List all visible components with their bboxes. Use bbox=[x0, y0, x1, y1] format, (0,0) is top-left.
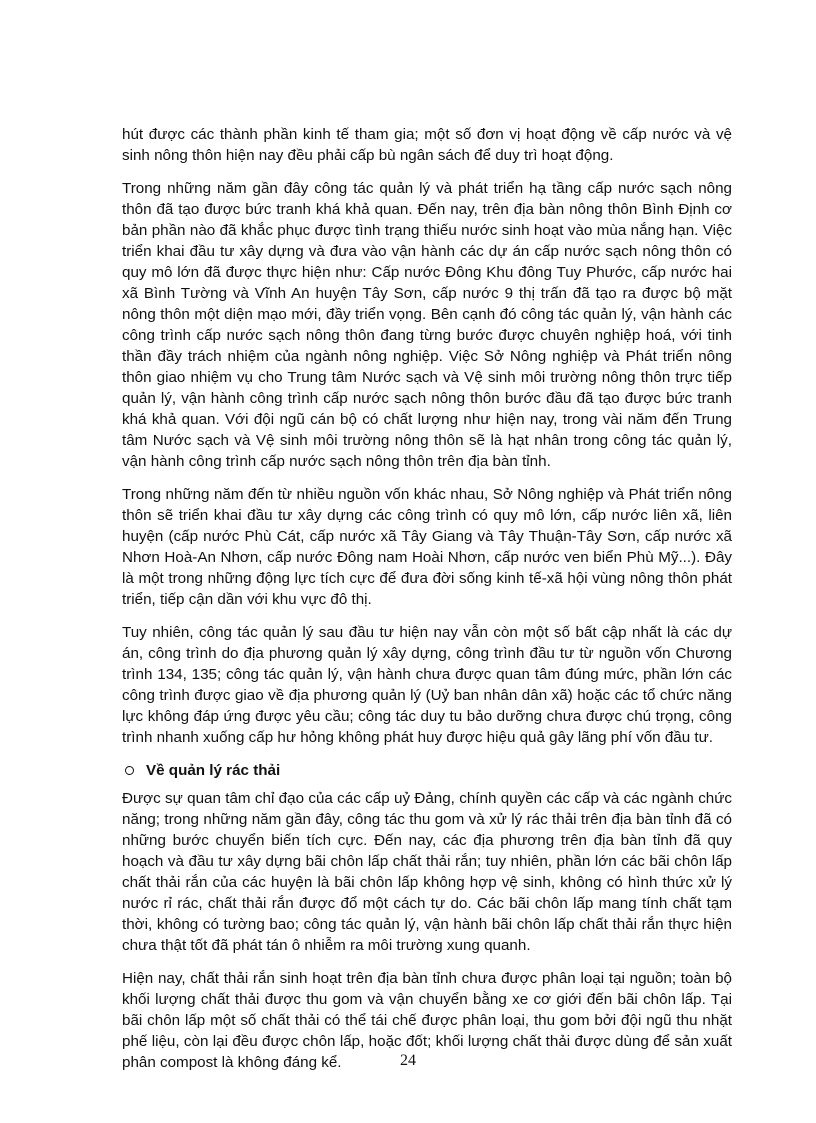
paragraph: Được sự quan tâm chỉ đạo của các cấp uỷ Đảng, chính quyền các cấp và các ngành chức năng; trong những năm gần đây, công tác thu gom và xử lý rác thải trên địa bàn tỉnh đã có những bước chuyển biến tích cực. Đến nay, các địa phương trên địa bàn tỉnh đã quy hoạch và đầu tư xây dựng bãi chôn lấp chất thải rắn; tuy nhiên, phần lớn các bãi chôn lấp chất thải rắn của các huyện là bãi chôn lấp không hợp vệ sinh, không có hình thức xử lý nước rỉ rác, chất thải rắn được đổ một cách tự do. Các bãi chôn lấp mang tính chất tạm thời, không có tường bao; công tác quản lý, vận hành bãi chôn lấp chất thải rắn thực hiện chưa thật tốt đã phát tán ô nhiễm ra môi trường xung quanh. bbox=[122, 790, 732, 954]
page-body bbox=[122, 124, 732, 1085]
paragraph: hút được các thành phần kinh tế tham gia; một số đơn vị hoạt động về cấp nước và vệ sinh nông thôn hiện nay đều phải cấp bù ngân sách để duy trì hoạt động. bbox=[122, 126, 732, 164]
section-heading-text: Về quản lý rác thải bbox=[146, 762, 281, 779]
paragraph: Trong những năm đến từ nhiều nguồn vốn khác nhau, Sở Nông nghiệp và Phát triển nông thôn sẽ triển khai đầu tư xây dựng các công trình có quy mô lớn, cấp nước liên xã, liên huyện (cấp nước Phù Cát, cấp nước xã Tây Giang và Tây Thuận-Tây Sơn, cấp nước xã Nhơn Hoà-An Nhơn, cấp nước Đông nam Hoài Nhơn, cấp nước ven biển Phù Mỹ...). Đây là một trong những động lực tích cực để đưa đời sống kinh tế-xã hội vùng nông thôn phát triển, tiếp cận dần với khu vực đô thị. bbox=[122, 486, 732, 608]
paragraph: Tuy nhiên, công tác quản lý sau đầu tư hiện nay vẫn còn một số bất cập nhất là các dự án, công trình do địa phương quản lý xây dựng, công trình đầu tư từ nguồn vốn Chương trình 134, 135; công tác quản lý, vận hành chưa được quan tâm đúng mức, phần lớn các công trình được giao về địa phương quản lý (Uỷ ban nhân dân xã) hoặc các tổ chức năng lực không đáp ứng được yêu cầu; công tác duy tu bảo dưỡng chưa được chú trọng, công trình nhanh xuống cấp hư hỏng không phát huy được hiệu quả gây lãng phí vốn đầu tư. bbox=[122, 624, 732, 746]
circle-bullet-icon bbox=[125, 766, 134, 775]
paragraph: Hiện nay, chất thải rắn sinh hoạt trên địa bàn tỉnh chưa được phân loại tại nguồn; toàn bộ khối lượng chất thải được thu gom và vận chuyển bằng xe cơ giới đến bãi chôn lấp. Tại bãi chôn lấp một số chất thải có thể tái chế được phân loại, thu gom bởi đội ngũ thu nhặt phế liệu, còn lại đều được chôn lấp, hoặc đốt; khối lượng chất thải được dùng để sản xuất phân compost là không đáng kể. bbox=[122, 970, 732, 1071]
section-heading bbox=[122, 760, 732, 781]
page-number: 24 bbox=[400, 1052, 416, 1069]
paragraph: Trong những năm gần đây công tác quản lý và phát triển hạ tầng cấp nước sạch nông thôn đã tạo được bức tranh khá khả quan. Đến nay, trên địa bàn nông thôn Bình Định cơ bản phần nào đã khắc phục được tình trạng thiếu nước sinh hoạt vào mùa nắng hạn. Việc triển khai đầu tư xây dựng và đưa vào vận hành các dự án cấp nước sạch nông thôn có quy mô lớn đã được thực hiện như: Cấp nước Đông Khu đông Tuy Phước, cấp nước hai xã Bình Tường và Vĩnh An huyện Tây Sơn, cấp nước 9 thị trấn đã tạo ra được bộ mặt nông thôn một diện mạo mới, đầy triển vọng. Bên cạnh đó công tác quản lý, vận hành các công trình cấp nước sạch nông thôn đang từng bước được chuyên nghiệp hoá, với tinh thần đầy trách nhiệm của ngành nông nghiệp. Việc Sở Nông nghiệp và Phát triển nông thôn giao nhiệm vụ cho Trung tâm Nước sạch và Vệ sinh môi trường nông thôn trực tiếp quản lý, vận hành công trình cấp nước sạch nông thôn bước đầu đã tạo được bức tranh khá khả quan. Với đội ngũ cán bộ có chất lượng như hiện nay, trong vài năm đến Trung tâm Nước sạch và Vệ sinh môi trường nông thôn sẽ là hạt nhân trong công tác quản lý, vận hành công trình cấp nước sạch nông thôn trên địa bàn tỉnh. bbox=[122, 180, 732, 470]
